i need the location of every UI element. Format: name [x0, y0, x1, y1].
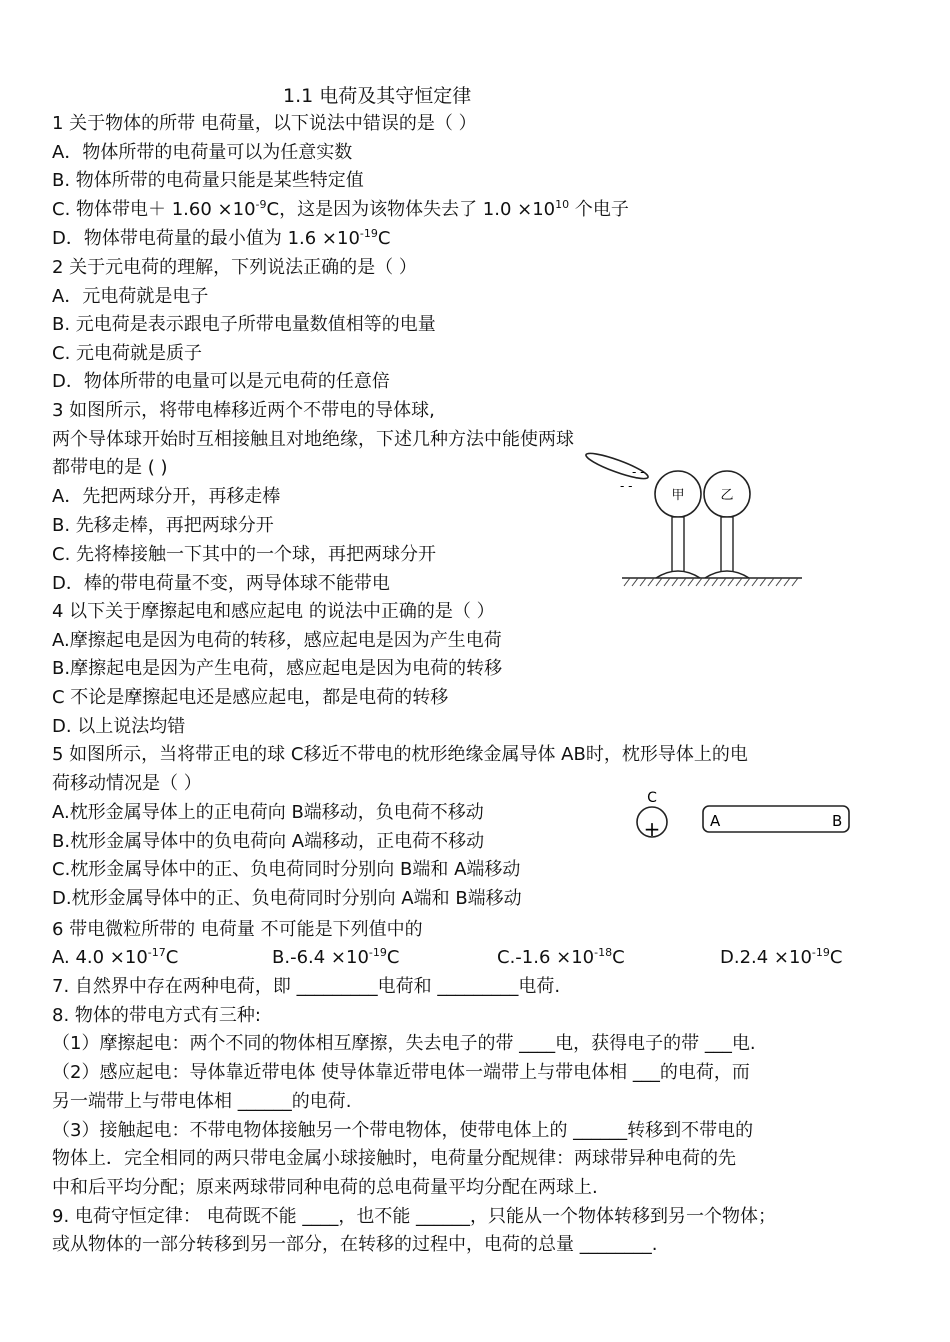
- q1-c-text-post: 个电子: [569, 199, 629, 220]
- q3-option-d: D．棒的带电荷量不变，两导体球不能带电: [52, 573, 390, 594]
- q6-b-text: B.-6.4 ×10: [272, 947, 369, 968]
- q1-stem: 1 关于物体的所带 电荷量，以下说法中错误的是（ ）: [52, 113, 477, 134]
- q9-line2: 或从物体的一部分转移到另一部分，在转移的过程中，电荷的总量 ________.: [52, 1234, 658, 1255]
- q1-option-c: [52, 199, 629, 221]
- q6-b-unit: C: [386, 947, 400, 968]
- q8-line3: 另一端带上与带电体相 ______的电荷.: [52, 1091, 352, 1112]
- ball-c-label: C: [647, 790, 657, 806]
- q2-option-a: A．元电荷就是电子: [52, 286, 209, 307]
- q6-c-exponent: -18: [594, 946, 613, 959]
- q5-option-a: A.枕形金属导体上的正电荷向 B端移动，负电荷不移动: [52, 802, 484, 823]
- q6-a-text: A. 4.0 ×10: [52, 947, 148, 968]
- q2-option-d: D．物体所带的电量可以是元电荷的任意倍: [52, 371, 390, 392]
- q4-option-d: D. 以上说法均错: [52, 716, 186, 737]
- ball-c-sign: +: [643, 817, 661, 841]
- q8-line2: （2）感应起电：导体靠近带电体 使导体靠近带电体一端带上与带电体相 ___的电荷，而: [52, 1062, 750, 1083]
- q4-option-c: C 不论是摩擦起电还是感应起电，都是电荷的转移: [52, 687, 449, 708]
- q8-line5: 物体上．完全相同的两只带电金属小球接触时，电荷量分配规律：两球带异种电荷的先: [52, 1148, 736, 1169]
- q5-stem-line2: 荷移动情况是（ ）: [52, 773, 202, 794]
- q6-d-exponent: -19: [811, 946, 830, 959]
- q1-d-text: D．物体带电荷量的最小值为 1.6 ×10: [52, 228, 360, 249]
- q1-option-a: A．物体所带的电荷量可以为任意实数: [52, 142, 353, 163]
- page-title: 1.1 电荷及其守恒定律: [283, 85, 472, 107]
- q1-option-d: [52, 228, 390, 250]
- q6-option-c: [497, 947, 625, 969]
- q1-c-exponent1: -9: [255, 198, 267, 211]
- ground-hatching: [624, 578, 798, 586]
- q1-c-text: C. 物体带电＋ 1.60 ×10: [52, 199, 256, 220]
- q6-a-unit: C: [165, 947, 179, 968]
- q7-text: 7. 自然界中存在两种电荷，即 _________电荷和 _________电荷.: [52, 976, 561, 997]
- conductor-end-a: A: [710, 812, 721, 830]
- ball-yi-label: 乙: [720, 488, 734, 503]
- q3-stem-line3: 都带电的是 ( ): [52, 457, 168, 478]
- q6-stem: 6 带电微粒所带的 电荷量 不可能是下列值中的: [52, 919, 423, 940]
- q6-option-b: [272, 947, 399, 969]
- q3-stem-line1: 3 如图所示，将带电棒移近两个不带电的导体球,: [52, 400, 435, 421]
- q8-stem: 8. 物体的带电方式有三种:: [52, 1005, 261, 1026]
- q6-b-exponent: -19: [368, 946, 387, 959]
- q5-option-c: C.枕形金属导体中的正、负电荷同时分别向 B端和 A端移动: [52, 859, 521, 880]
- q3-stem-line2: 两个导体球开始时互相接触且对地绝缘，下述几种方法中能使两球: [52, 429, 574, 450]
- q4-stem: 4 以下关于摩擦起电和感应起电 的说法中正确的是（ ）: [52, 601, 495, 622]
- q3-figure-conductor-balls: [580, 440, 820, 590]
- q1-d-exponent: -19: [359, 227, 378, 240]
- q1-option-b: B. 物体所带的电荷量只能是某些特定值: [52, 170, 364, 191]
- rod-charges-upper: - -: [632, 465, 645, 479]
- rod-charges-lower: - -: [620, 479, 633, 493]
- q6-option-d: [720, 947, 842, 969]
- q4-option-a: A.摩擦起电是因为电荷的转移，感应起电是因为产生电荷: [52, 630, 502, 651]
- base-yi: [705, 571, 749, 578]
- q5-option-d: D.枕形金属导体中的正、负电荷同时分别向 A端和 B端移动: [52, 888, 522, 909]
- stand-jia: [672, 517, 684, 572]
- q5-figure-pillow-conductor: [628, 786, 858, 842]
- q1-c-text-mid: C，这是因为该物体失去了 1.0 ×10: [266, 199, 556, 220]
- q6-option-a: [52, 947, 178, 969]
- base-jia: [656, 571, 700, 578]
- q2-option-b: B. 元电荷是表示跟电子所带电量数值相等的电量: [52, 314, 436, 335]
- q3-option-a: A．先把两球分开，再移走棒: [52, 486, 281, 507]
- q4-option-b: B.摩擦起电是因为产生电荷，感应起电是因为电荷的转移: [52, 658, 503, 679]
- q6-c-text: C.-1.6 ×10: [497, 947, 595, 968]
- ball-jia-label: 甲: [671, 488, 685, 503]
- q6-d-unit: C: [829, 947, 843, 968]
- q6-a-exponent: -17: [147, 946, 166, 959]
- q3-option-b: B. 先移走棒，再把两球分开: [52, 515, 274, 536]
- q8-line6: 中和后平均分配；原来两球带同种电荷的总电荷量平均分配在两球上.: [52, 1177, 598, 1198]
- q1-d-unit: C: [377, 228, 391, 249]
- conductor-end-b: B: [832, 812, 843, 830]
- conductor-ab: [703, 806, 849, 832]
- q6-d-text: D.2.4 ×10: [720, 947, 812, 968]
- q6-c-unit: C: [612, 947, 625, 968]
- q1-c-exponent2: 10: [555, 198, 570, 211]
- q5-stem-line1: 5 如图所示，当将带正电的球 C移近不带电的枕形绝缘金属导体 AB时，枕形导体上的电: [52, 744, 748, 765]
- q5-option-b: B.枕形金属导体中的负电荷向 A端移动，正电荷不移动: [52, 831, 485, 852]
- q2-stem: 2 关于元电荷的理解，下列说法正确的是（ ）: [52, 257, 417, 278]
- stand-yi: [721, 517, 733, 572]
- q8-line4: （3）接触起电：不带电物体接触另一个带电物体，使带电体上的 ______转移到不带电的: [52, 1120, 754, 1141]
- q8-line1: （1）摩擦起电：两个不同的物体相互摩擦，失去电子的带 ____电，获得电子的带 ___电.: [52, 1033, 756, 1054]
- q9-line1: 9. 电荷守恒定律： 电荷既不能 ____，也不能 ______，只能从一个物体转移到另一个物体；: [52, 1206, 777, 1227]
- q2-option-c: C. 元电荷就是质子: [52, 343, 203, 364]
- q3-option-c: C. 先将棒接触一下其中的一个球，再把两球分开: [52, 544, 437, 565]
